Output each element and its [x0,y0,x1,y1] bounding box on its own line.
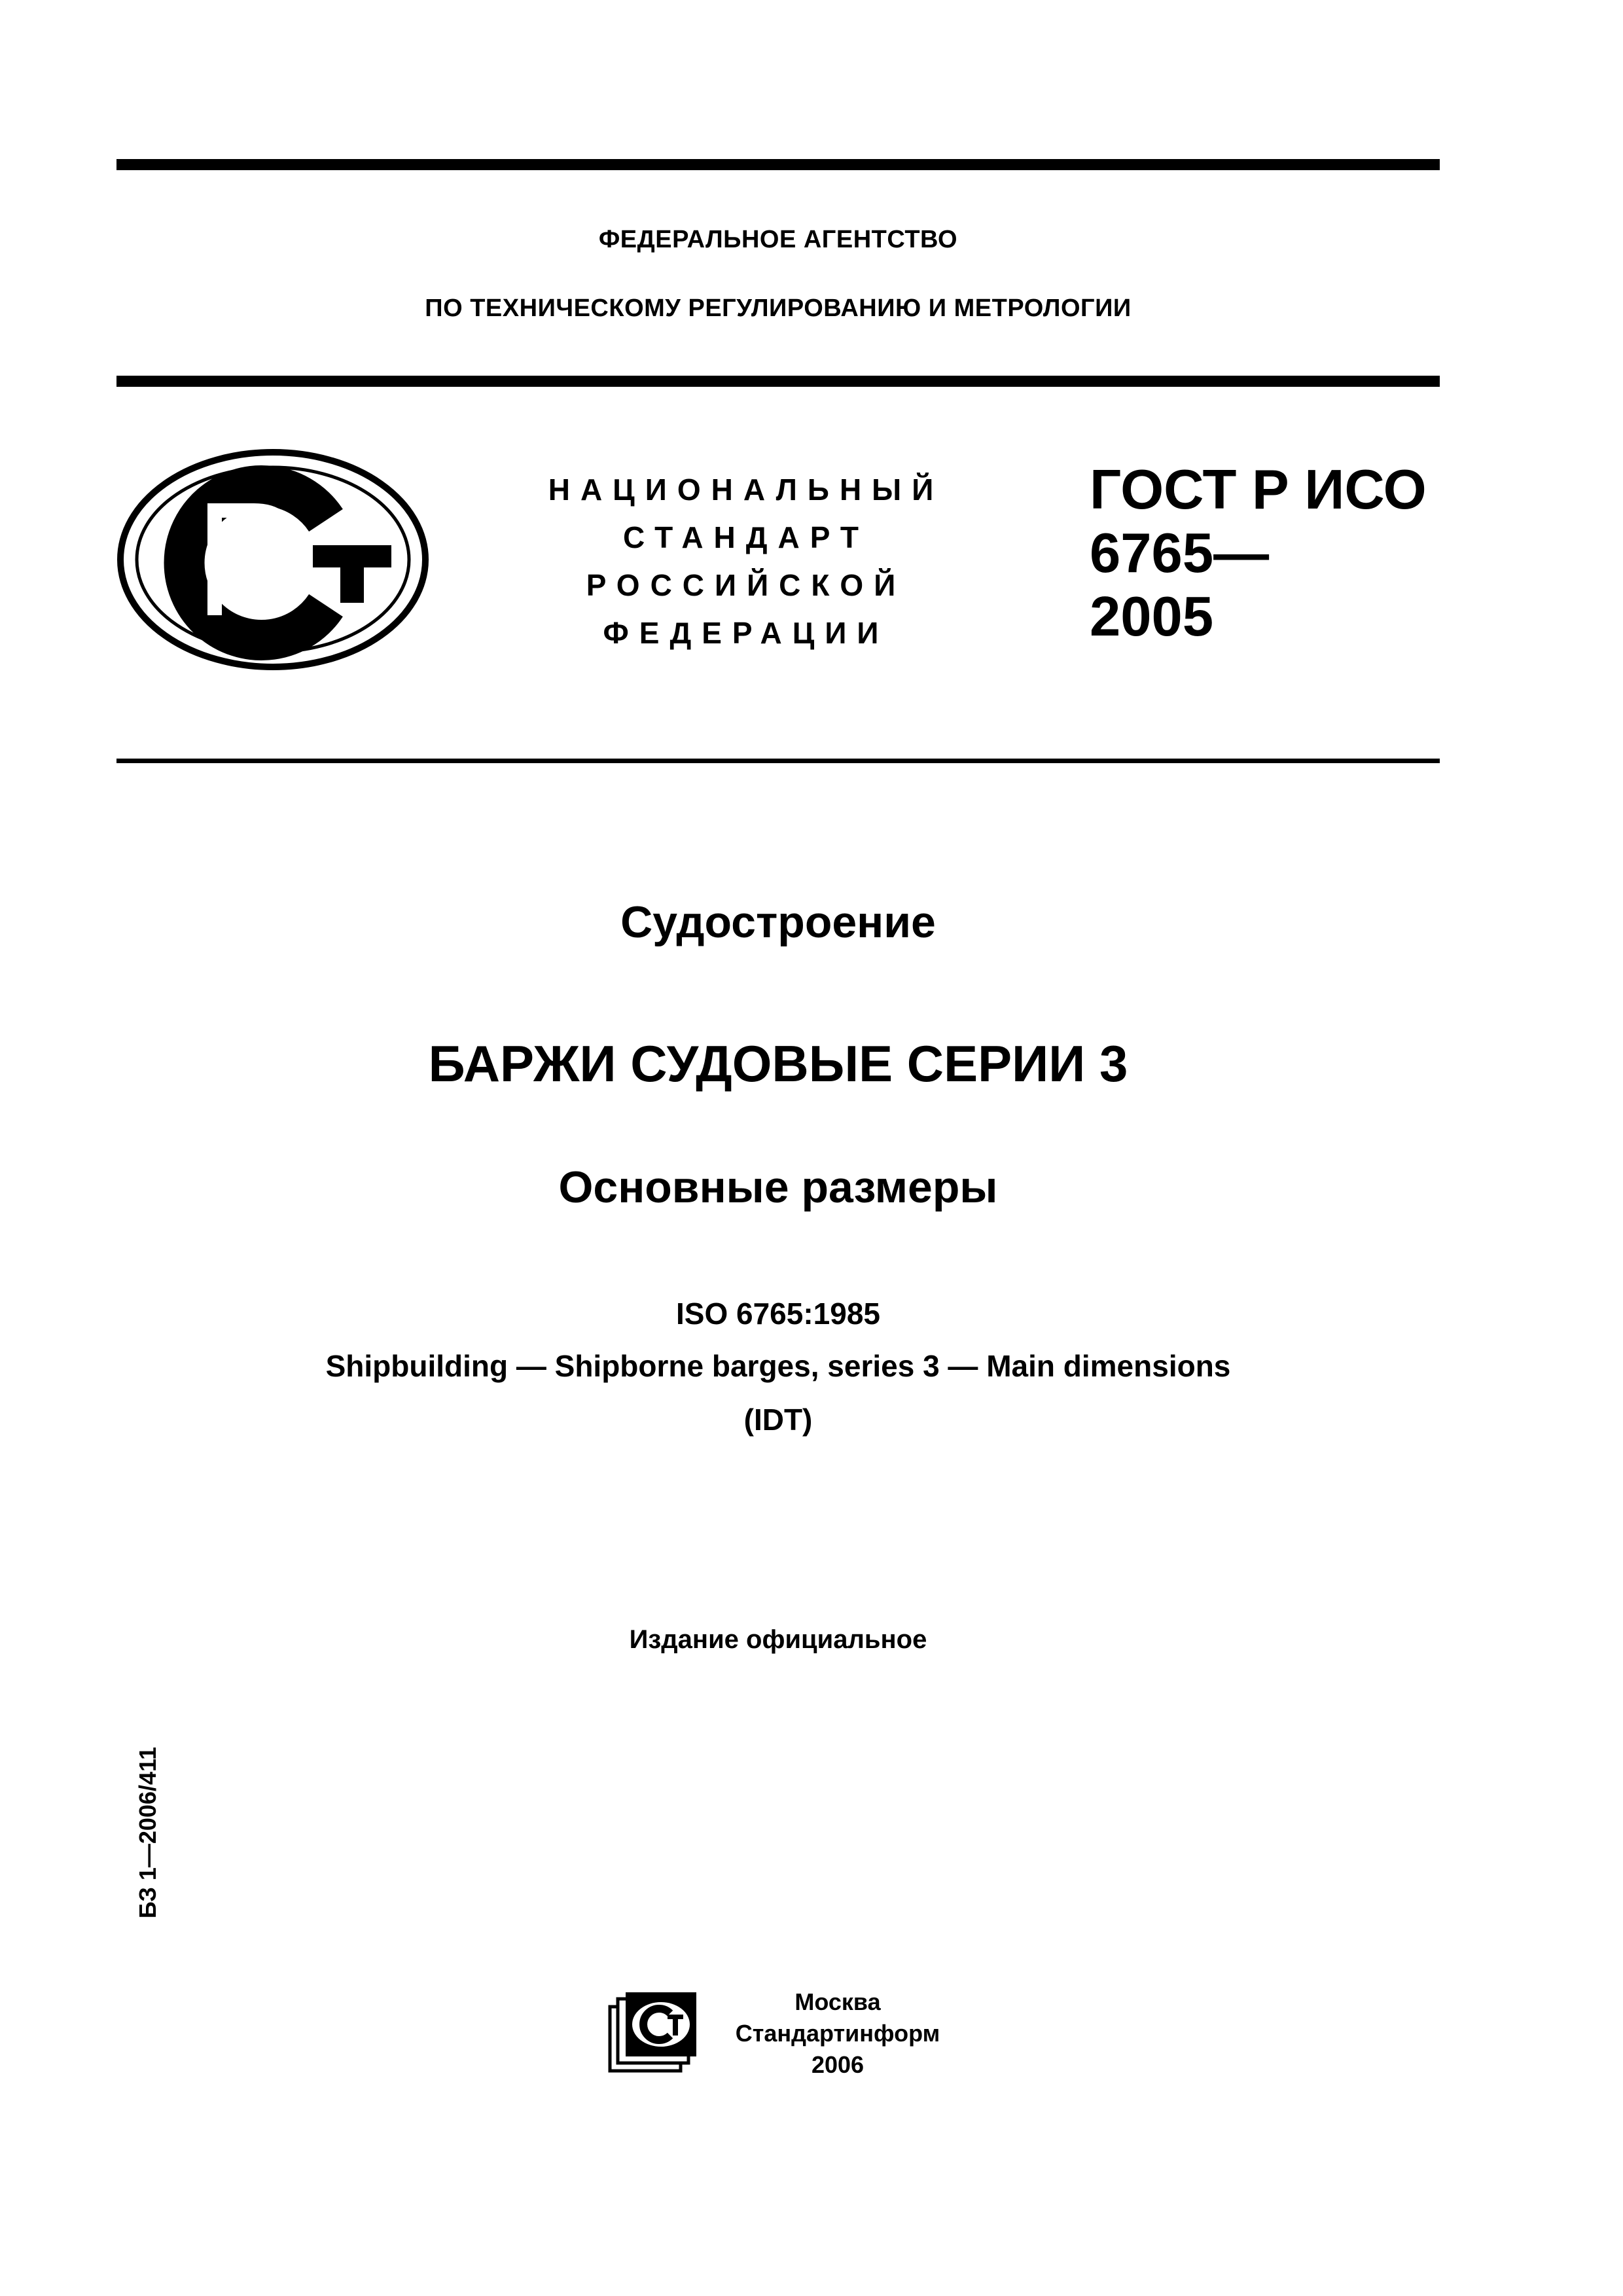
lower-divider [116,759,1440,763]
national-standard-label [510,466,982,657]
top-divider [116,159,1440,170]
designation-line: 6765— [1090,522,1270,584]
national-line: РОССИЙСКОЙ [586,568,906,602]
standard-designation [1090,458,1443,649]
iso-reference-code: ISO 6765:1985 [675,1297,880,1331]
national-line: СТАНДАРТ [623,520,869,554]
publisher-name: Стандартинформ [735,2020,940,2047]
standartinform-logo-icon [607,1990,703,2073]
publisher-year: 2006 [811,2051,865,2078]
national-line: ФЕДЕРАЦИИ [603,616,889,650]
document-title: БАРЖИ СУДОВЫЕ СЕРИИ 3 [428,1035,1128,1092]
iso-reference-title: Shipbuilding — Shipborne barges, series 3 — Main dimensions [325,1349,1231,1383]
agency-name-line2: ПО ТЕХНИЧЕСКОМУ РЕГУЛИРОВАНИЮ И МЕТРОЛОГИИ [425,295,1132,322]
side-catalog-code: БЗ 1—2006/411 [134,1746,161,1919]
rst-certification-mark-icon [116,448,429,671]
designation-line: ГОСТ Р ИСО [1090,459,1427,521]
designation-line: 2005 [1090,586,1214,648]
document-topic: Судостроение [620,897,936,947]
iso-equivalence: (IDT) [743,1403,813,1437]
publisher-block [720,1986,955,2081]
national-line: НАЦИОНАЛЬНЫЙ [548,473,944,507]
edition-label: Издание официальное [629,1625,927,1654]
agency-name-line1: ФЕДЕРАЛЬНОЕ АГЕНТСТВО [598,226,958,253]
document-subtitle: Основные размеры [558,1162,998,1212]
middle-divider [116,376,1440,387]
publisher-city: Москва [794,1988,881,2015]
